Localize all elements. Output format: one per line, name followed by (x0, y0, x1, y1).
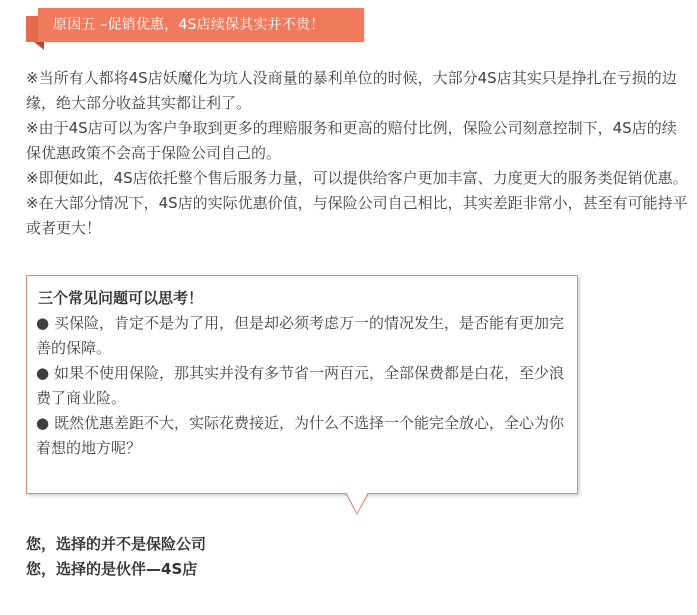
callout-title: 三个常见问题可以思考！ (38, 289, 204, 307)
question-text: 既然优惠差距不大，实际花费接近，为什么不选择一个能完全放心，全心为你着想的地方呢？ (36, 414, 565, 457)
question-text: 如果不使用保险，那其实并没有多节省一两百元，全部保费都是白花，至少浪费了商业险。 (36, 364, 565, 407)
bullet-icon: ● (36, 414, 50, 432)
question-item (36, 411, 571, 461)
callout-pointer-fill (346, 492, 368, 513)
questions-list (36, 311, 571, 461)
paragraph-2: ※由于4S店可以为客户争取到更多的理赔服务和更高的赔付比例，保险公司刻意控制下，4S店的续保优惠政策不会高于保险公司自己的。 (26, 119, 677, 162)
section-header-banner (26, 8, 364, 42)
bullet-icon: ● (36, 314, 50, 332)
banner-fold (34, 42, 44, 50)
slogan-line-2: 您，选择的是伙伴—4S店 (26, 560, 198, 578)
paragraph-4: ※在大部分情况下，4S店的实际优惠价值，与保险公司自己相比，其实差距非常小，甚至有可能持平或者更大！ (26, 194, 688, 237)
questions-callout-box (26, 275, 578, 494)
bullet-icon: ● (36, 364, 50, 382)
question-item (36, 311, 571, 361)
question-text: 买保险，肯定不是为了用，但是却必须考虑万一的情况发生，是否能有更加完善的保障。 (36, 314, 565, 357)
banner-title: 原因五 –促销优惠，4S店续保其实并不贵！ (38, 8, 364, 42)
closing-slogans (26, 532, 206, 582)
reason-paragraphs (26, 66, 688, 241)
paragraph-3: ※即便如此，4S店依托整个售后服务力量，可以提供给客户更加丰富、力度更大的服务类促销优惠。 (26, 169, 688, 187)
slogan-line-1: 您，选择的并不是保险公司 (26, 535, 207, 553)
paragraph-1: ※当所有人都将4S店妖魔化为坑人没商量的暴利单位的时候，大部分4S店其实只是挣扎在亏损的边缘，绝大部分收益其实都让利了。 (26, 69, 677, 112)
question-item (36, 361, 571, 411)
